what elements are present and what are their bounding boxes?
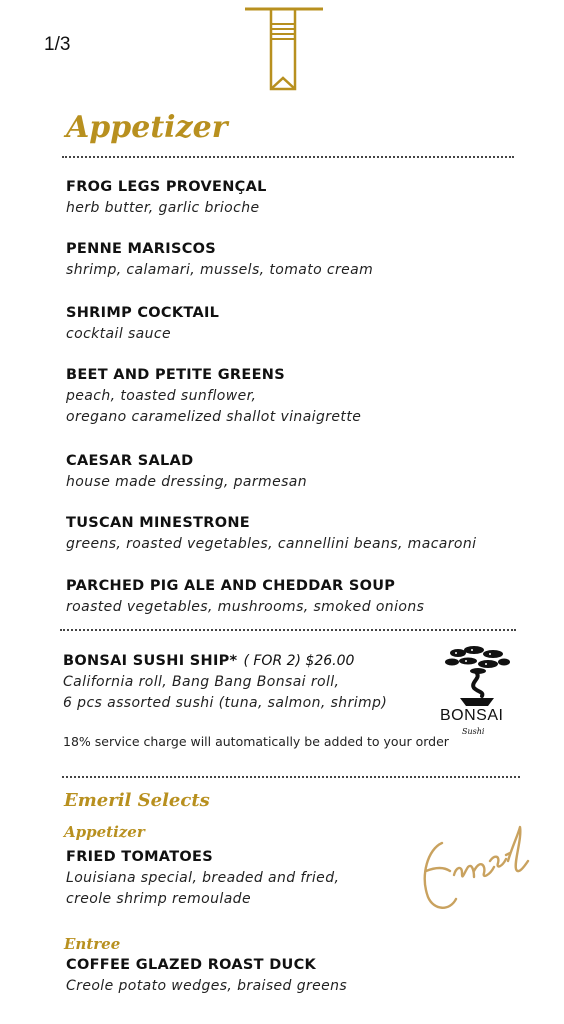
section-title-appetizer: Appetizer bbox=[66, 110, 228, 145]
emeril-appetizer-item bbox=[66, 846, 339, 910]
emeril-entree-label: Entree bbox=[64, 935, 121, 953]
divider bbox=[62, 156, 514, 158]
item-desc-line: greens, roasted vegetables, cannellini beans, macaroni bbox=[66, 536, 477, 552]
item-name: PARCHED PIG ALE AND CHEDDAR SOUP bbox=[66, 578, 396, 594]
item-desc-line: Creole potato wedges, braised greens bbox=[66, 978, 348, 994]
service-charge-note: 18% service charge will automatically be added to your order bbox=[63, 734, 449, 749]
sushi-desc-line: California roll, Bang Bang Bonsai roll, bbox=[63, 674, 340, 690]
menu-item bbox=[66, 575, 424, 618]
emeril-appetizer-label: Appetizer bbox=[64, 823, 145, 841]
item-name: CAESAR SALAD bbox=[66, 453, 194, 469]
section-title-emeril-selects: Emeril Selects bbox=[64, 790, 210, 811]
menu-item bbox=[66, 302, 219, 345]
item-name: FRIED TOMATOES bbox=[66, 849, 213, 865]
item-desc-line: Louisiana special, breaded and fried, bbox=[66, 870, 340, 886]
item-desc-line: peach, toasted sunflower, bbox=[66, 388, 257, 404]
item-desc-line: house made dressing, parmesan bbox=[66, 474, 308, 490]
page-indicator: 1/3 bbox=[44, 34, 71, 55]
sushi-price: ( FOR 2) $26.00 bbox=[243, 653, 355, 669]
item-desc-line: roasted vegetables, mushrooms, smoked onions bbox=[66, 599, 425, 615]
item-desc-line: cocktail sauce bbox=[66, 326, 172, 342]
menu-item bbox=[66, 512, 476, 555]
item-name: SHRIMP COCKTAIL bbox=[66, 305, 220, 321]
menu-item bbox=[66, 364, 361, 428]
item-name: TUSCAN MINESTRONE bbox=[66, 515, 250, 531]
sushi-desc-line: 6 pcs assorted sushi (tuna, salmon, shrimp) bbox=[63, 695, 388, 711]
bonsai-brand-sub: Sushi bbox=[462, 727, 485, 736]
menu-logo-icon bbox=[243, 6, 325, 92]
divider bbox=[62, 776, 520, 778]
menu-item bbox=[66, 238, 373, 281]
menu-item bbox=[66, 450, 307, 493]
item-desc-line: herb butter, garlic brioche bbox=[66, 200, 260, 216]
sushi-name: BONSAI SUSHI SHIP* bbox=[63, 653, 238, 669]
menu-item bbox=[66, 176, 267, 219]
item-desc-line: creole shrimp remoulade bbox=[66, 891, 251, 907]
item-desc-line: shrimp, calamari, mussels, tomato cream bbox=[66, 262, 374, 278]
item-name: COFFEE GLAZED ROAST DUCK bbox=[66, 957, 317, 973]
sushi-item bbox=[63, 650, 387, 714]
bonsai-brand: BONSAI bbox=[440, 707, 504, 724]
emeril-entree-item bbox=[66, 954, 347, 997]
divider bbox=[60, 629, 516, 631]
emeril-signature-icon bbox=[414, 815, 534, 925]
item-desc-line: oregano caramelized shallot vinaigrette bbox=[66, 409, 362, 425]
item-name: FROG LEGS PROVENÇAL bbox=[66, 179, 267, 195]
item-name: PENNE MARISCOS bbox=[66, 241, 217, 257]
item-name: BEET AND PETITE GREENS bbox=[66, 367, 285, 383]
